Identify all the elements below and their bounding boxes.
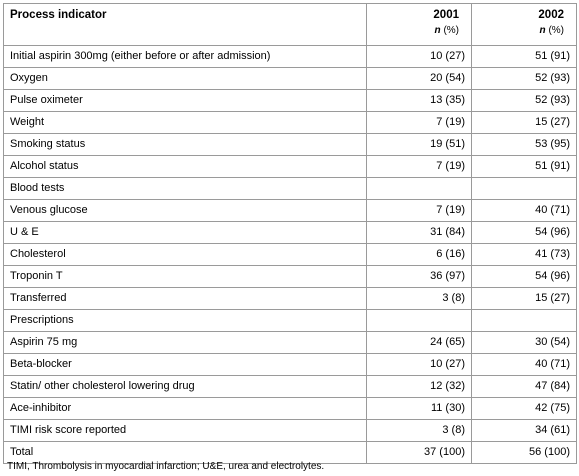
table-row [4,420,577,442]
row-label: Oxygen [4,68,367,90]
row-label: Initial aspirin 300mg (either before or after admission) [4,46,367,68]
value-2002: 54 (96) [472,266,577,288]
value-2002: 54 (96) [472,222,577,244]
table-footnote: TIMI, Thrombolysis in myocardial infarction; U&E, urea and electrolytes. [7,461,325,472]
table-row [4,112,577,134]
table-row [4,222,577,244]
section-label: Prescriptions [4,310,367,332]
table-row [4,200,577,222]
table-row [4,90,577,112]
row-label: Alcohol status [4,156,367,178]
header-2002-percent: (%) [548,25,564,36]
value-2001: 19 (51) [367,134,472,156]
value-2001: 13 (35) [367,90,472,112]
value-2002: 52 (93) [472,68,577,90]
value-2002: 51 (91) [472,46,577,68]
row-label: Venous glucose [4,200,367,222]
value-2001: 3 (8) [367,420,472,442]
header-2001 [367,4,472,46]
table-row [4,376,577,398]
header-2001-year: 2001 [433,9,459,21]
row-label: Troponin T [4,266,367,288]
value-2002: 30 (54) [472,332,577,354]
row-label: Cholesterol [4,244,367,266]
header-2002-n-symbol: n [539,25,546,36]
value-2001: 36 (97) [367,266,472,288]
value-2002: 40 (71) [472,200,577,222]
table-row [4,68,577,90]
value-2002: 41 (73) [472,244,577,266]
table-row [4,354,577,376]
value-2001: 31 (84) [367,222,472,244]
row-label: Transferred [4,288,367,310]
header-2002 [472,4,577,46]
table-row [4,398,577,420]
value-2001: 37 (100) [367,442,472,464]
value-2001: 3 (8) [367,288,472,310]
value-2001 [367,178,472,200]
value-2001: 7 (19) [367,156,472,178]
value-2001: 11 (30) [367,398,472,420]
value-2002: 15 (27) [472,112,577,134]
table-row [4,288,577,310]
row-label: Statin/ other cholesterol lowering drug [4,376,367,398]
value-2001: 24 (65) [367,332,472,354]
header-2002-year: 2002 [538,9,564,21]
value-2002: 53 (95) [472,134,577,156]
value-2002: 42 (75) [472,398,577,420]
table-row [4,244,577,266]
table-row [4,46,577,68]
value-2002: 15 (27) [472,288,577,310]
value-2001: 7 (19) [367,200,472,222]
process-indicator-table [3,3,577,464]
row-label: Ace-inhibitor [4,398,367,420]
header-process-indicator: Process indicator [4,4,367,46]
row-label: U & E [4,222,367,244]
value-2002: 34 (61) [472,420,577,442]
value-2002: 47 (84) [472,376,577,398]
value-2002 [472,178,577,200]
value-2002: 56 (100) [472,442,577,464]
header-2001-n-symbol: n [434,25,441,36]
table-section-row [4,310,577,332]
row-label: Smoking status [4,134,367,156]
section-label: Blood tests [4,178,367,200]
row-label: Beta-blocker [4,354,367,376]
value-2001: 10 (27) [367,46,472,68]
row-label: Total [4,442,367,464]
header-2002-unit [478,24,564,37]
value-2001: 7 (19) [367,112,472,134]
value-2002: 51 (91) [472,156,577,178]
value-2001: 10 (27) [367,354,472,376]
table-row [4,134,577,156]
table-header-row [4,4,577,46]
table-row [4,156,577,178]
table-section-row [4,178,577,200]
row-label: Pulse oximeter [4,90,367,112]
value-2002: 52 (93) [472,90,577,112]
row-label: Aspirin 75 mg [4,332,367,354]
header-2001-unit [373,24,459,37]
header-2001-percent: (%) [443,25,459,36]
value-2001: 20 (54) [367,68,472,90]
row-label: Weight [4,112,367,134]
table-row [4,266,577,288]
value-2002 [472,310,577,332]
value-2001 [367,310,472,332]
value-2001: 6 (16) [367,244,472,266]
row-label: TIMI risk score reported [4,420,367,442]
value-2002: 40 (71) [472,354,577,376]
value-2001: 12 (32) [367,376,472,398]
table-row [4,332,577,354]
